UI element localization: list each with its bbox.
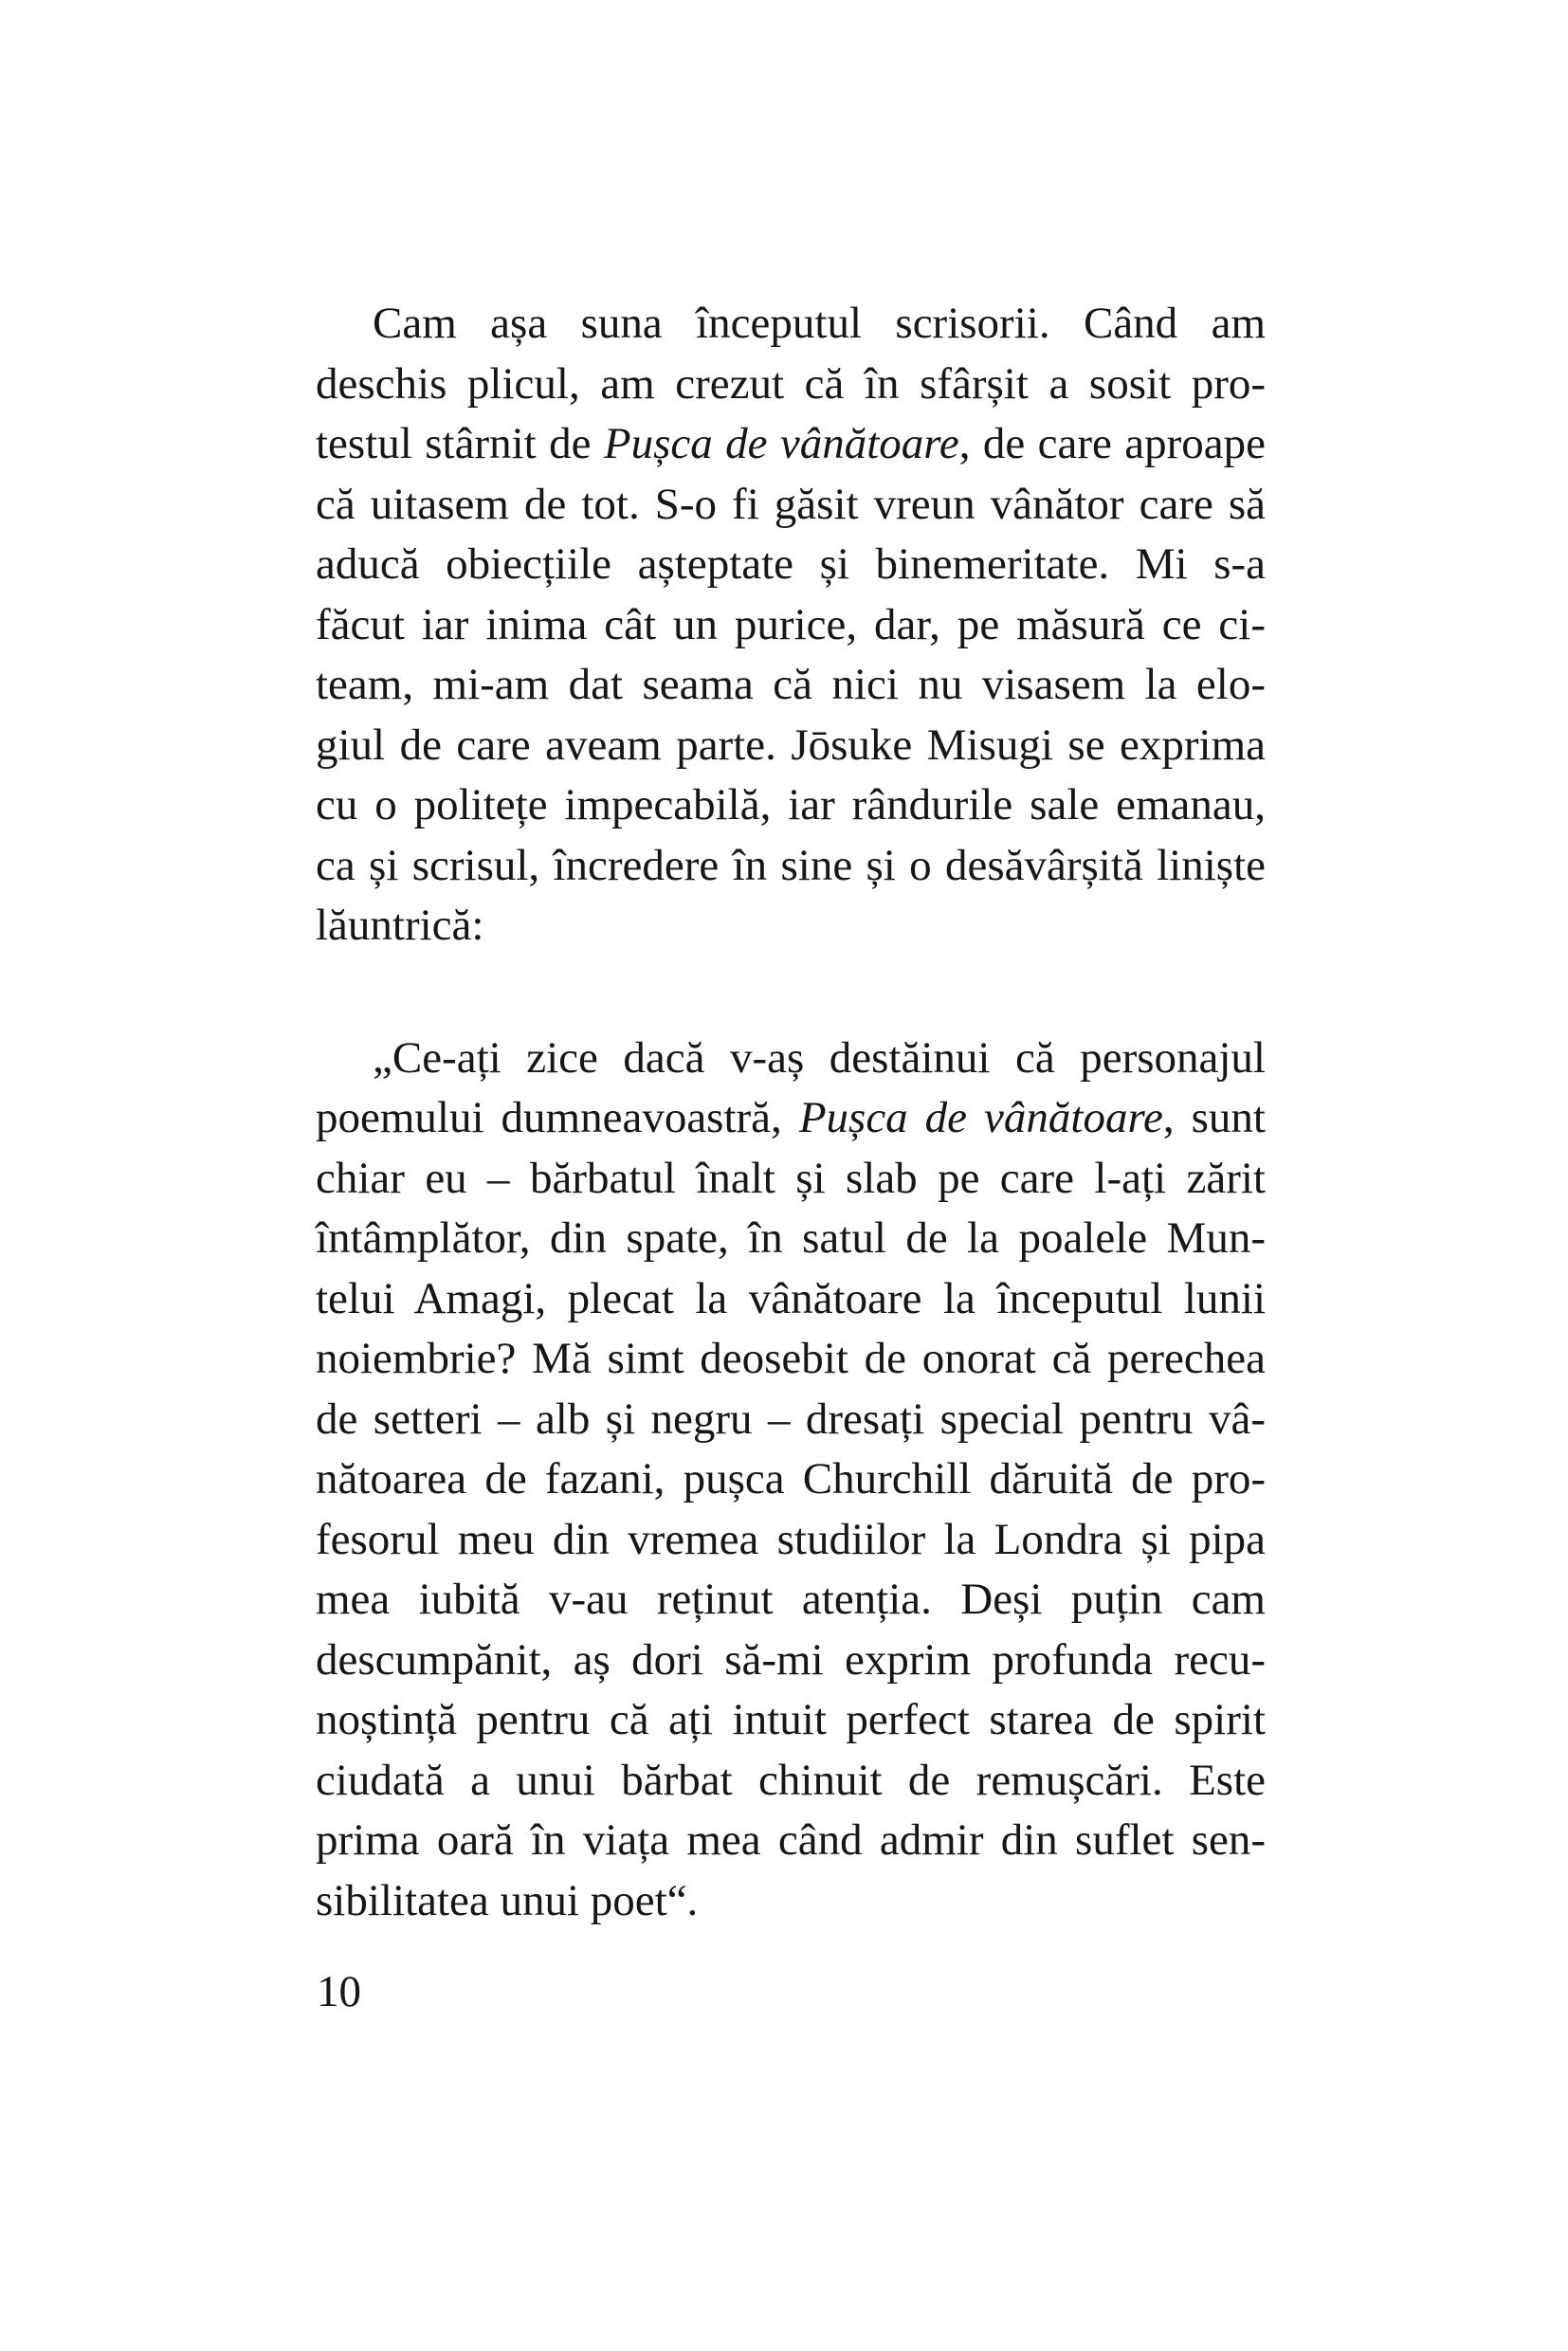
text-line [316,1871,1266,1932]
text-line [316,1631,1266,1691]
text-segment: , sunt [1162,1093,1266,1142]
text-segment: , de care aproape [958,419,1266,468]
text-line [316,355,1266,415]
text-segment: noiembrie? Mă simt deosebit de onorat că perechea [316,1334,1266,1383]
text-line [316,896,1266,957]
text-segment: testul stârnit de [316,419,604,468]
text-segment: că uitasem de tot. S-o fi găsit vreun vânător care să [316,479,1266,529]
paragraph [316,1029,1266,1932]
page-number: 10 [317,1967,361,2016]
text-segment: ciudată a unui bărbat chinuit de remușcări. Este [316,1755,1266,1805]
text-segment: prima oară în viața mea când admir din suflet sen- [316,1815,1266,1865]
text-line [316,716,1266,776]
text-segment: cu o politețe impecabilă, iar rândurile sale emanau, [316,780,1266,829]
text-line [316,1690,1266,1751]
page-text [316,294,1266,1931]
text-segment: nătoarea de fazani, pușca Churchill dăruită de pro- [316,1454,1266,1504]
text-line [316,1751,1266,1812]
text-line [316,1329,1266,1390]
text-line [316,595,1266,656]
text-segment: aducă obiecțiile așteptate și binemeritate. Mi s-a [316,539,1266,589]
text-segment: team, mi-am dat seama că nici nu visasem la elo- [316,660,1266,709]
text-segment: deschis plicul, am crezut că în sfârșit a sosit pro- [316,358,1266,409]
text-line [316,1510,1266,1571]
text-line [316,775,1266,836]
text-segment: „Ce-ați zice dacă v-aș destăinui că personajul [373,1032,1266,1083]
text-line [316,475,1266,536]
text-line [316,655,1266,716]
text-line [316,1209,1266,1269]
text-segment: de setteri – alb și negru – dresați special pentru vâ- [316,1394,1266,1444]
text-segment: lăuntrică: [316,901,484,950]
text-segment: descumpănit, aș dori să-mi exprim profunda recu- [316,1634,1266,1685]
text-line [316,1149,1266,1210]
text-line [316,1029,1266,1089]
text-segment: făcut iar inima cât un purice, dar, pe măsură ce ci- [316,599,1266,649]
paragraph [316,294,1266,957]
text-segment: giul de care aveam parte. Jōsuke Misugi se exprima [316,720,1266,770]
text-line [316,1088,1266,1149]
text-line [316,1449,1266,1510]
text-segment: poemului dumneavoastră, [316,1093,799,1142]
text-segment: sibilitatea unui poet“. [316,1875,699,1925]
text-segment: mea iubită v-au reținut atenția. Deși puțin cam [316,1575,1266,1624]
text-line [316,1811,1266,1871]
text-segment: Cam așa suna începutul scrisorii. Când am [373,299,1266,348]
text-segment: chiar eu – bărbatul înalt și slab pe care l-ați zărit [316,1153,1266,1203]
text-line [316,535,1266,595]
text-segment: noștință pentru că ați intuit perfect starea de spirit [316,1695,1266,1744]
text-line [316,1390,1266,1450]
text-line [316,836,1266,897]
book-title-italic: Pușca de vânătoare [798,1093,1163,1142]
text-segment: întâmplător, din spate, în satul de la poalele Mun- [316,1213,1266,1263]
text-segment: fesorul meu din vremea studiilor la Londra și pipa [316,1514,1266,1564]
text-line [316,1269,1266,1330]
text-segment: telui Amagi, plecat la vânătoare la începutul lunii [316,1273,1266,1323]
text-line [316,294,1266,355]
text-segment: ca și scrisul, încredere în sine și o desăvârșită liniște [316,840,1266,890]
book-title-italic: Pușca de vânătoare [603,419,959,468]
text-line [316,414,1266,475]
text-line [316,1570,1266,1631]
